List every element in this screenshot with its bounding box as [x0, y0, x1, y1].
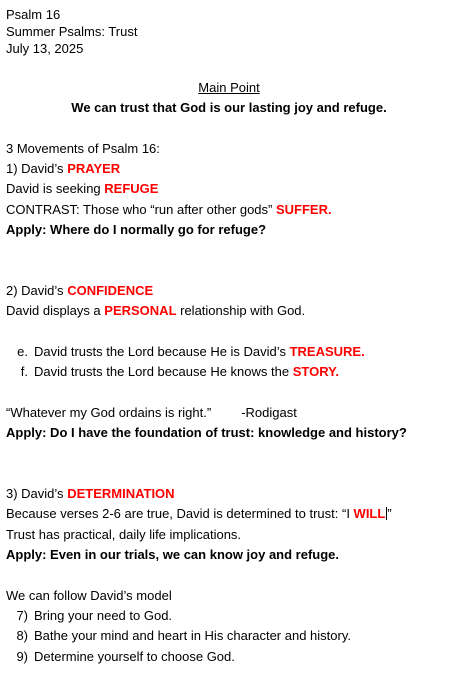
movement-2-line-1: [6, 303, 305, 319]
list-item-keyword: TREASURE.: [289, 344, 365, 359]
list-item-number: 9): [16, 649, 28, 664]
movement-2-keyword: CONFIDENCE: [67, 283, 154, 298]
movement-1-keyword: PRAYER: [67, 161, 121, 176]
movements-intro: 3 Movements of Psalm 16:: [6, 141, 160, 156]
main-point-label: Main Point: [198, 80, 260, 95]
list-item: [8, 628, 351, 644]
movement-1-line-2-keyword: SUFFER.: [275, 202, 332, 217]
movement-3-line-1-keyword: WILL: [353, 506, 386, 521]
list-item-number: 7): [16, 608, 28, 623]
movement-3-line-1-text: Because verses 2-6 are true, David is determined to trust: “I: [6, 506, 354, 521]
list-item-text: Bathe your mind and heart in His character and history.: [34, 628, 351, 643]
quote-author: -Rodigast: [241, 405, 297, 420]
list-item-text: Bring your need to God.: [34, 608, 173, 623]
movement-3-line-1: [6, 506, 392, 522]
movement-2-line-1-text: David displays a: [6, 303, 105, 318]
series-name: Summer Psalms: Trust: [6, 24, 138, 39]
list-item-number: 8): [16, 628, 28, 643]
list-item: [8, 608, 172, 624]
movement-3-apply: Apply: Even in our trials, we can know joy and refuge.: [6, 547, 340, 562]
list-item: [8, 364, 339, 380]
movement-2-line-1-suffix: relationship with God.: [176, 303, 306, 318]
movement-1-line-1-keyword: REFUGE: [104, 181, 159, 196]
movement-1-line-1: [6, 181, 158, 197]
movement-3-line-1-suffix: ”: [387, 506, 392, 521]
movement-1-heading: [6, 161, 120, 177]
list-item-number: e.: [17, 344, 28, 359]
movement-3-keyword: DETERMINATION: [67, 486, 175, 501]
quote-line: [6, 405, 297, 421]
movement-1-prefix: 1) David’s: [6, 161, 68, 176]
movement-3-heading: [6, 486, 175, 502]
movement-2-prefix: 2) David’s: [6, 283, 68, 298]
movement-3-line-2: Trust has practical, daily life implications.: [6, 527, 242, 542]
movement-2-line-1-keyword: PERSONAL: [104, 303, 177, 318]
sermon-title: Psalm 16: [6, 7, 61, 22]
movement-1-line-2: [6, 202, 332, 218]
list-item: [8, 344, 365, 360]
list-item-text: David trusts the Lord because He is David’s: [34, 344, 290, 359]
list-item-keyword: STORY.: [292, 364, 339, 379]
movement-1-line-2-text: CONTRAST: Those who “run after other gods”: [6, 202, 276, 217]
movement-1-line-1-text: David is seeking: [6, 181, 105, 196]
list-item: [8, 649, 235, 665]
list-item-number: f.: [20, 364, 28, 379]
movement-3-prefix: 3) David’s: [6, 486, 68, 501]
main-point-text: We can trust that God is our lasting joy and refuge.: [71, 100, 387, 115]
movement-1-apply: Apply: Where do I normally go for refuge?: [6, 222, 267, 237]
list-item-text: David trusts the Lord because He knows the: [34, 364, 293, 379]
quote-text: “Whatever my God ordains is right.”: [6, 405, 212, 420]
sermon-date: July 13, 2025: [6, 41, 84, 56]
movement-2-heading: [6, 283, 153, 299]
model-intro: We can follow David’s model: [6, 588, 172, 603]
movement-2-apply: Apply: Do I have the foundation of trust: knowledge and history?: [6, 425, 407, 440]
list-item-text: Determine yourself to choose God.: [34, 649, 235, 664]
